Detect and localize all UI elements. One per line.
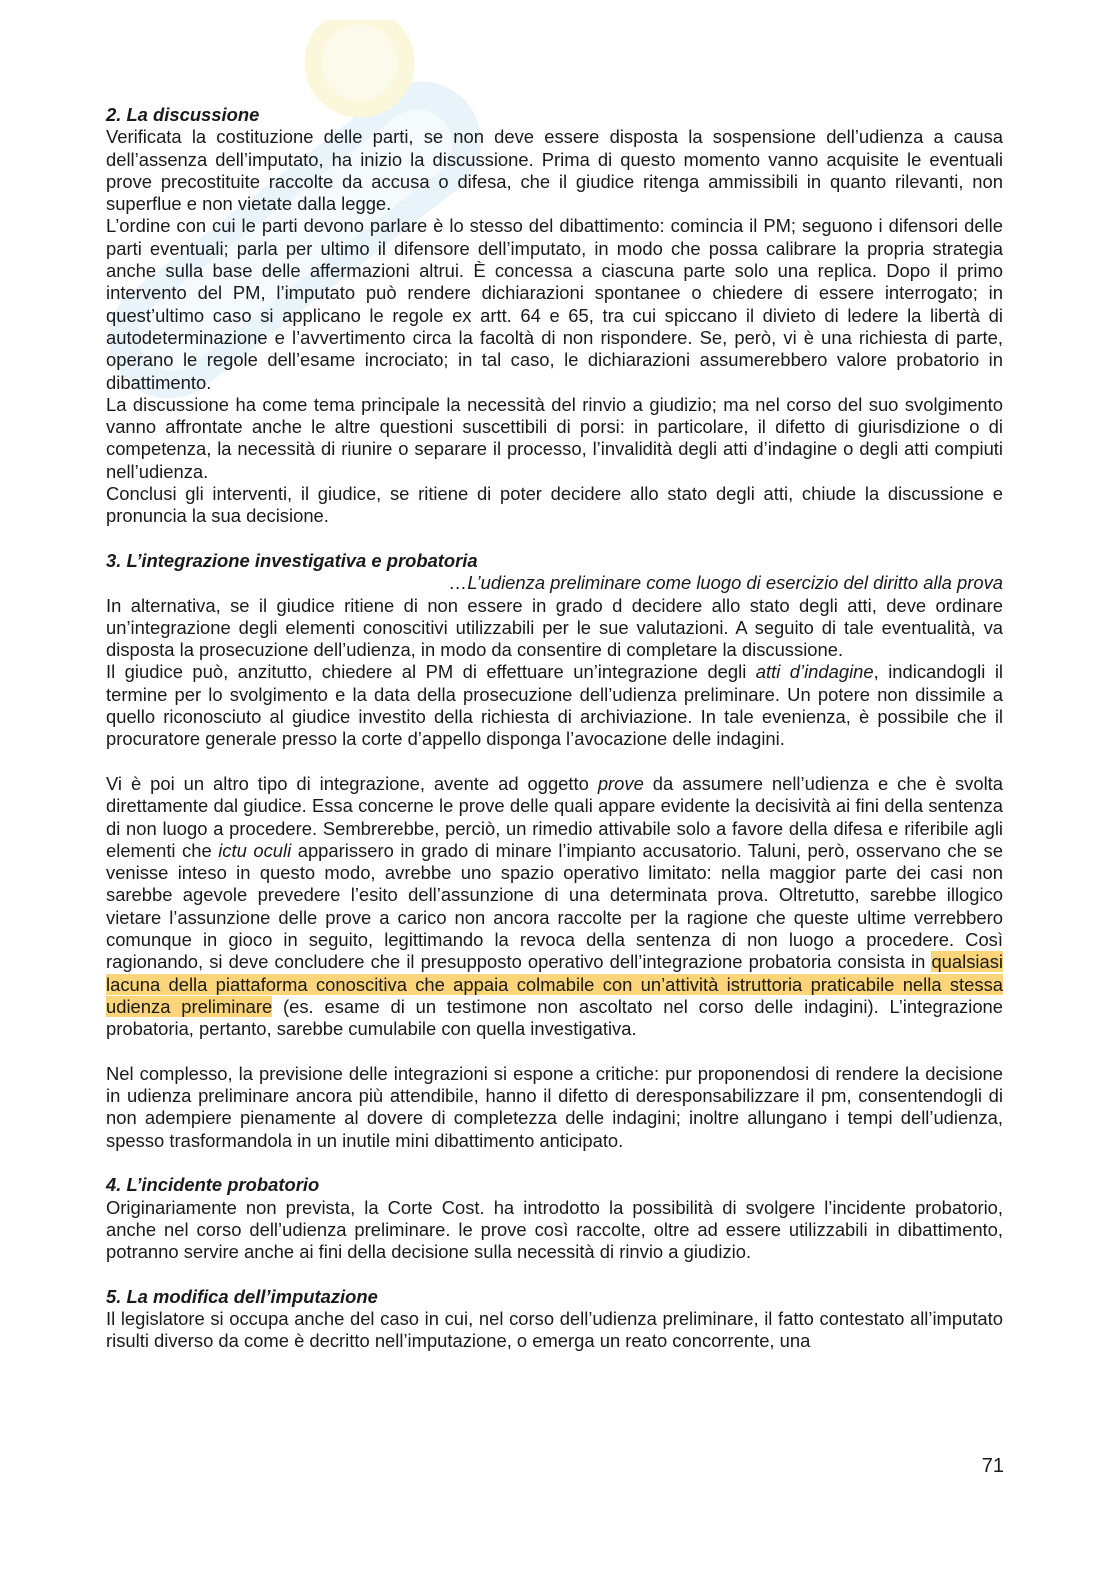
- paragraph: [106, 661, 1003, 750]
- text-run: , indicandogli il termine per lo svolgimento e la data della prosecuzione dell’udienza preliminare. Un potere non dissimile a quello riconosciuto al giudice investito della richiesta di archiviazione. In tale evenienza, è possibile che il procuratore generale presso la corte d’appello disponga l’avocazione delle indagini.: [106, 661, 1003, 750]
- paragraph: L’ordine con cui le parti devono parlare è lo stesso del dibattimento: comincia il PM; seguono i difensori delle parti eventuali; parla per ultimo il difensore dell’imputato, in modo che possa calibrare la propria strategia anche sulla base delle affermazioni altrui. È concessa a ciascuna parte solo una replica. Dopo il primo intervento del PM, l’imputato può rendere dichiarazioni spontanee o chiedere di essere interrogato; in quest’ultimo caso si applicano le regole ex artt. 64 e 65, tra cui spiccano il divieto di ledere la libertà di autodeterminazione e l’avvertimento circa la facoltà di non rispondere. Se, però, vi è una richiesta di parte, operano le regole dell’esame incrociato; in tal caso, le dichiarazioni assumerebbero valore probatorio in dibattimento.: [106, 215, 1003, 393]
- italic-term: atti d’indagine: [755, 661, 874, 683]
- text-run: Vi è poi un altro tipo di integrazione, avente ad oggetto: [106, 772, 598, 794]
- paragraph: La discussione ha come tema principale la necessità del rinvio a giudizio; ma nel corso del suo svolgimento vanno affrontate anche le altre questioni suscettibili di porsi: in particolare, il difetto di giurisdizione o di competenza, la necessità di riunire o separare il processo, l’invalidità degli atti d’indagine o degli atti compiuti nell’udienza.: [106, 393, 1003, 482]
- highlighted-text: qualsiasi lacuna della piattaforma conoscitiva che appaia colmabile con un’attività istruttoria praticabile nella stessa udienza preliminare: [106, 951, 1003, 1017]
- text-run: apparissero in grado di minare l’impianto accusatorio. Taluni, però, osservano che se venisse inteso in questo modo, avrebbe uno spazio operativo limitato: nella maggior parte dei casi non sarebbe agevole prevedere l’esito dell’assunzione di una determinata prova. Oltretutto, sarebbe illogico vietare l’assunzione delle prove a carico non ancora raccolte per la ragione che queste ultime verrebbero comunque in gioco in seguito, legittimando la revoca della sentenza di non luogo a procedere. Così ragionando, si deve concludere che il presupposto operativo dell’integrazione probatoria consista in: [106, 839, 1003, 973]
- paragraph: In alternativa, se il giudice ritiene di non essere in grado d decidere allo stato degli atti, deve ordinare un’integrazione degli elementi conoscitivi utilizzabili per le sue valutazioni. A seguito di tale eventualità, va disposta la prosecuzione dell’udienza, in modo da consentire di completare la discussione.: [106, 594, 1003, 661]
- italic-term: ictu oculi: [218, 839, 292, 861]
- paragraph: Il legislatore si occupa anche del caso in cui, nel corso dell’udienza preliminare, il fatto contestato all’imputato risulti diverso da come è decritto nell’imputazione, o emerga un reato concorrente, una: [106, 1308, 1003, 1352]
- paragraph: Nel complesso, la previsione delle integrazioni si espone a critiche: pur proponendosi di rendere la decisione in udienza preliminare ancora più attendibile, hanno il difetto di deresponsabilizzare il pm, consentendogli di non adempiere pienamente al dovere di completezza delle indagini; inoltre allungano i tempi dell’udienza, spesso trasformandola in un inutile mini dibattimento anticipato.: [106, 1062, 1003, 1151]
- text-run: (es. esame di un testimone non ascoltato nel corso delle indagini). L’integrazione probatoria, pertanto, sarebbe cumulabile con quella investigativa.: [106, 995, 1003, 1040]
- section-subheading: …L’udienza preliminare come luogo di esercizio del diritto alla prova: [448, 572, 1003, 594]
- section-heading: 3. L’integrazione investigativa e probatoria: [106, 549, 478, 571]
- section-heading: 4. L’incidente probatorio: [106, 1174, 320, 1196]
- text-run: da assumere nell’udienza e che è svolta direttamente dal giudice. Essa concerne le prove delle quali appare evidente la decisività ai fini della sentenza di non luogo a procedere. Sembrerebbe, perciò, un rimedio attivabile solo a favore della difesa e riferibile agli elementi che: [106, 772, 1003, 861]
- page-number: 71: [981, 1455, 1004, 1477]
- italic-term: prove: [597, 772, 644, 794]
- paragraph: Conclusi gli interventi, il giudice, se ritiene di poter decidere allo stato degli atti, chiude la discussione e pronuncia la sua decisione.: [106, 483, 1003, 527]
- paragraph: Originariamente non prevista, la Corte Cost. ha introdotto la possibilità di svolgere l’incidente probatorio, anche nel corso dell’udienza preliminare. le prove così raccolte, oltre ad essere utilizzabili in dibattimento, potranno servire anche ai fini della decisione sulla necessità di rinvio a giudizio.: [106, 1196, 1003, 1263]
- section-heading: 5. La modifica dell’imputazione: [106, 1285, 378, 1307]
- document-page: [106, 104, 1003, 1353]
- paragraph: Verificata la costituzione delle parti, se non deve essere disposta la sospensione dell’udienza a causa dell’assenza dell’imputato, ha inizio la discussione. Prima di questo momento vanno acquisite le eventuali prove precostituite raccolte da accusa o difesa, che il giudice ritenga ammissibili in quanto rilevanti, non superflue e non vietate dalla legge.: [106, 126, 1003, 215]
- section-heading: 2. La discussione: [106, 104, 260, 125]
- text-run: Il giudice può, anzitutto, chiedere al PM di effettuare un’integrazione degli: [106, 661, 756, 683]
- paragraph: [106, 773, 1003, 1041]
